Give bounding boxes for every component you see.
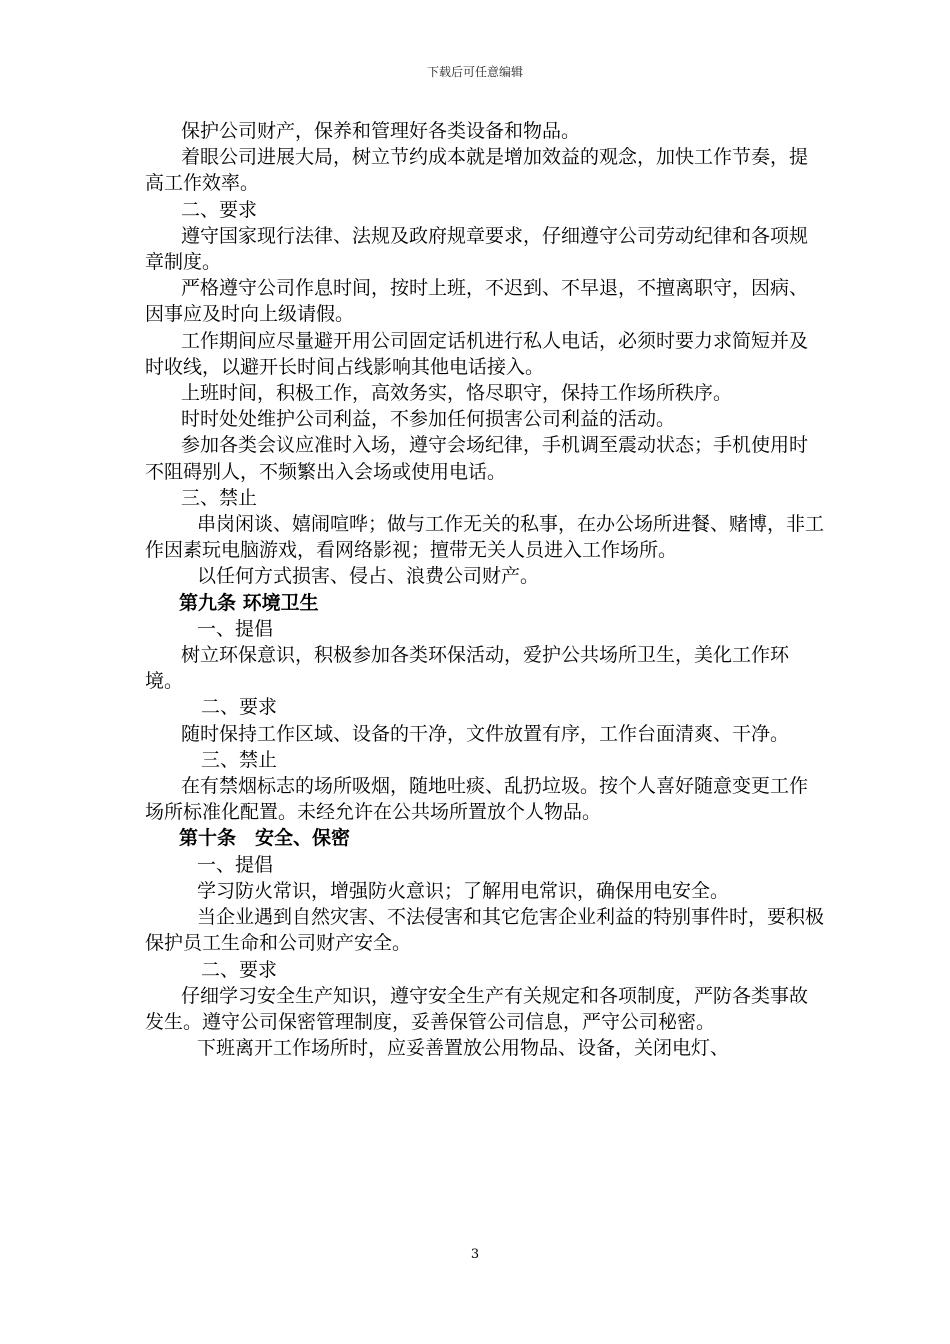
paragraph: 下班离开工作场所时，应妥善置放公用物品、设备，关闭电灯、 [197,1037,730,1060]
paragraph: 随时保持工作区域、设备的干净，文件放置有序，工作台面清爽、干净。 [181,722,790,745]
subsection-heading: 二、要求 [201,958,278,981]
paragraph: 树立环保意识，积极参加各类环保活动，爱护公共场所卫生，美化工作环境。 [145,644,790,693]
paragraph: 保护公司财产，保养和管理好各类设备和物品。 [181,120,581,142]
paragraph: 串岗闲谈、嬉闹喧哗；做与工作无关的私事，在办公场所进餐、赌博，非工作因素玩电脑游戏，看网络影视；擅带无关人员进入工作场所。 [145,513,825,562]
paragraph: 时时处处维护公司利益，不参加任何损害公司利益的活动。 [181,408,676,431]
article-heading: 第九条 环境卫生 [179,591,319,614]
subsection-heading: 三、禁止 [181,486,258,509]
paragraph: 学习防火常识，增强防火意识；了解用电常识，确保用电安全。 [197,879,730,902]
paragraph: 工作期间应尽量避开用公司固定话机进行私人电话，必须时要力求简短并及时收线，以避开长时间占线影响其他电话接入。 [145,329,809,378]
page-number: 3 [470,1247,480,1262]
paragraph: 当企业遇到自然灾害、不法侵害和其它危害企业利益的特别事件时，要积极保护员工生命和公司财产安全。 [145,906,825,955]
subsection-heading: 一、提倡 [197,853,274,876]
paragraph: 以任何方式损害、侵占、浪费公司财产。 [197,565,540,588]
paragraph: 在有禁烟标志的场所吸烟，随地吐痰、乱扔垃圾。按个人喜好随意变更工作场所标准化配置。未经允许在公共场所置放个人物品。 [145,775,809,824]
page-header-note: 下载后可任意编辑 [426,65,523,79]
subsection-heading: 三、禁止 [201,748,278,771]
article-heading: 第十条 安全、保密 [179,827,351,850]
document-body [145,118,825,1061]
paragraph: 上班时间，积极工作，高效务实，恪尽职守，保持工作场所秩序。 [181,382,733,405]
paragraph: 参加各类会议应准时入场，遵守会场纪律，手机调至震动状态；手机使用时不阻碍别人，不频繁出入会场或使用电话。 [145,434,809,483]
subsection-heading: 一、提倡 [197,617,274,640]
paragraph: 遵守国家现行法律、法规及政府规章要求，仔细遵守公司劳动纪律和各项规章制度。 [145,224,809,274]
paragraph: 着眼公司进展大局，树立节约成本就是增加效益的观念，加快工作节奏，提高工作效率。 [145,146,809,195]
paragraph: 严格遵守公司作息时间，按时上班，不迟到、不早退，不擅离职守，因病、因事应及时向上级请假。 [145,277,809,326]
subsection-heading: 二、要求 [201,696,278,719]
paragraph: 仔细学习安全生产知识，遵守安全生产有关规定和各项制度，严防各类事故发生。遵守公司保密管理制度，妥善保管公司信息，严守公司秘密。 [145,984,809,1033]
subsection-heading: 二、要求 [181,198,258,221]
